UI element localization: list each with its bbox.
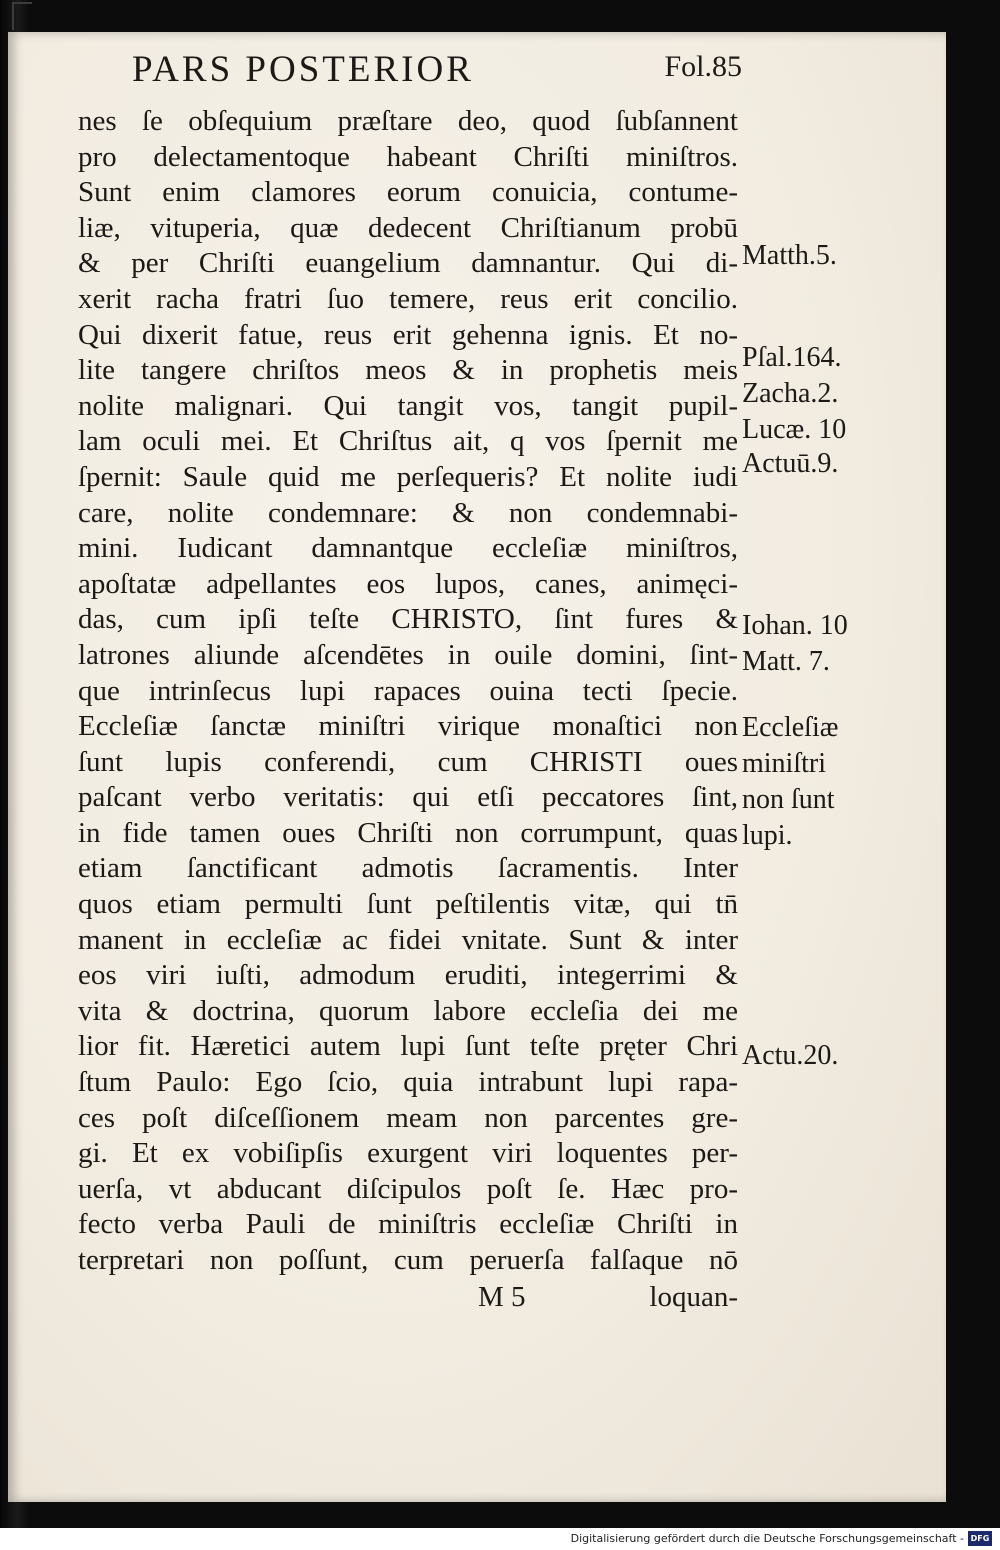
- text-line: vita & doctrina, quorum labore eccleſia dei me: [78, 994, 738, 1027]
- text-line: quos etiam permulti ſunt peſtilentis vitæ, qui tn̄: [78, 888, 738, 921]
- text-line: etiam ſanctificant admotis ſacramentis. Inter: [78, 852, 738, 885]
- margin-note-acts-20: Actu.20.: [742, 1040, 839, 1071]
- text-line: in fide tamen oues Chriſti non corrumpunt, quas: [78, 816, 738, 849]
- text-line: fecto verba Pauli de miniſtris eccleſiæ Chriſti in: [78, 1208, 738, 1241]
- margin-note-luke: Lucæ. 10: [742, 414, 847, 445]
- margin-note-ministri: miniſtri: [742, 748, 826, 779]
- margin-note-matthew-7: Matt. 7.: [742, 646, 830, 677]
- text-line: paſcant verbo veritatis: qui etſi peccatores ſint,: [78, 781, 738, 814]
- margin-note-acts: Actuū.9.: [742, 448, 839, 479]
- text-line: ces poſt diſceſſionem meam non parcentes gre-: [78, 1101, 738, 1134]
- text-line: Qui dixerit fatue, reus erit gehenna ignis. Et no-: [78, 318, 738, 351]
- text-line: pro delectamentoque habeant Chriſti miniſtros.: [78, 140, 738, 173]
- text-line: das, cum ipſi teſte CHRISTO, ſint fures &: [78, 603, 738, 636]
- text-line: xerit racha fratri ſuo temere, reus erit concilio.: [78, 282, 738, 315]
- text-line: ſunt lupis conferendi, cum CHRISTI oues: [78, 745, 738, 778]
- text-line: Sunt enim clamores eorum conuicia, contume-: [78, 176, 738, 209]
- margin-note-matthew: Matth.5.: [742, 240, 837, 271]
- margin-note-non-sunt: non ſunt: [742, 784, 835, 815]
- margin-note-psalm: Pſal.164.: [742, 342, 842, 373]
- catchword: loquan-: [649, 1280, 738, 1313]
- text-line: manent in eccleſiæ ac fidei vnitate. Sunt & inter: [78, 923, 738, 956]
- text-line: gi. Et ex vobiſipſis exurgent viri loquentes per-: [78, 1137, 738, 1170]
- margin-note-john: Iohan. 10: [742, 610, 848, 641]
- book-page: [8, 32, 946, 1502]
- gathering-signature: M 5: [478, 1280, 526, 1313]
- dfg-logo: DFG: [968, 1531, 992, 1546]
- margin-note-lupi: lupi.: [742, 820, 793, 851]
- text-line: apoſtatæ adpellantes eos lupos, canes, animęci-: [78, 567, 738, 600]
- running-title: PARS POSTERIOR: [132, 49, 474, 90]
- text-line: lior fit. Hæretici autem lupi ſunt teſte pręter Chri: [78, 1030, 738, 1063]
- margin-note-ecclesiae: Eccleſiæ: [742, 712, 839, 743]
- text-line: que intrinſecus lupi rapaces ouina tecti ſpecie.: [78, 674, 738, 707]
- text-line: uerſa, vt abducant diſcipulos poſt ſe. Hæc pro-: [78, 1172, 738, 1205]
- credit-bar: [0, 1528, 1000, 1550]
- text-line: & per Chriſti euangelium damnantur. Qui di-: [78, 247, 738, 280]
- text-line: lam oculi mei. Et Chriſtus ait, q vos ſpernit me: [78, 425, 738, 458]
- text-line: latrones aliunde aſcendētes in ouile domini, ſint-: [78, 638, 738, 671]
- text-line: nolite malignari. Qui tangit vos, tangit pupil-: [78, 389, 738, 422]
- page-corner-mark: [12, 2, 32, 30]
- body-text: [78, 104, 738, 1315]
- text-line: mini. Iudicant damnantque eccleſiæ miniſtros,: [78, 532, 738, 565]
- text-line: liæ, vituperia, quæ dedecent Chriſtianum probū: [78, 211, 738, 244]
- text-line: lite tangere chriſtos meos & in prophetis meis: [78, 354, 738, 387]
- text-line: nes ſe obſequium præſtare deo, quod ſubſannent: [78, 105, 738, 137]
- credit-text: Digitalisierung gefördert durch die Deutsche Forschungsgemeinschaft -: [570, 1532, 964, 1545]
- margin-note-zacharias: Zacha.2.: [742, 378, 839, 409]
- folio-number: Fol.85: [664, 50, 742, 83]
- running-head: [132, 48, 742, 92]
- text-line: terpretari non poſſunt, cum peruerſa falſaque nō: [78, 1244, 738, 1276]
- text-line: ſtum Paulo: Ego ſcio, quia intrabunt lupi rapa-: [78, 1066, 738, 1099]
- text-line: Eccleſiæ ſanctæ miniſtri virique monaſtici non: [78, 710, 738, 743]
- text-line: care, nolite condemnare: & non condemnabi-: [78, 496, 738, 529]
- signature-line: [78, 1279, 738, 1315]
- text-line: ſpernit: Saule quid me perſequeris? Et nolite iudi: [78, 460, 738, 493]
- text-line: eos viri iuſti, admodum eruditi, integerrimi &: [78, 959, 738, 992]
